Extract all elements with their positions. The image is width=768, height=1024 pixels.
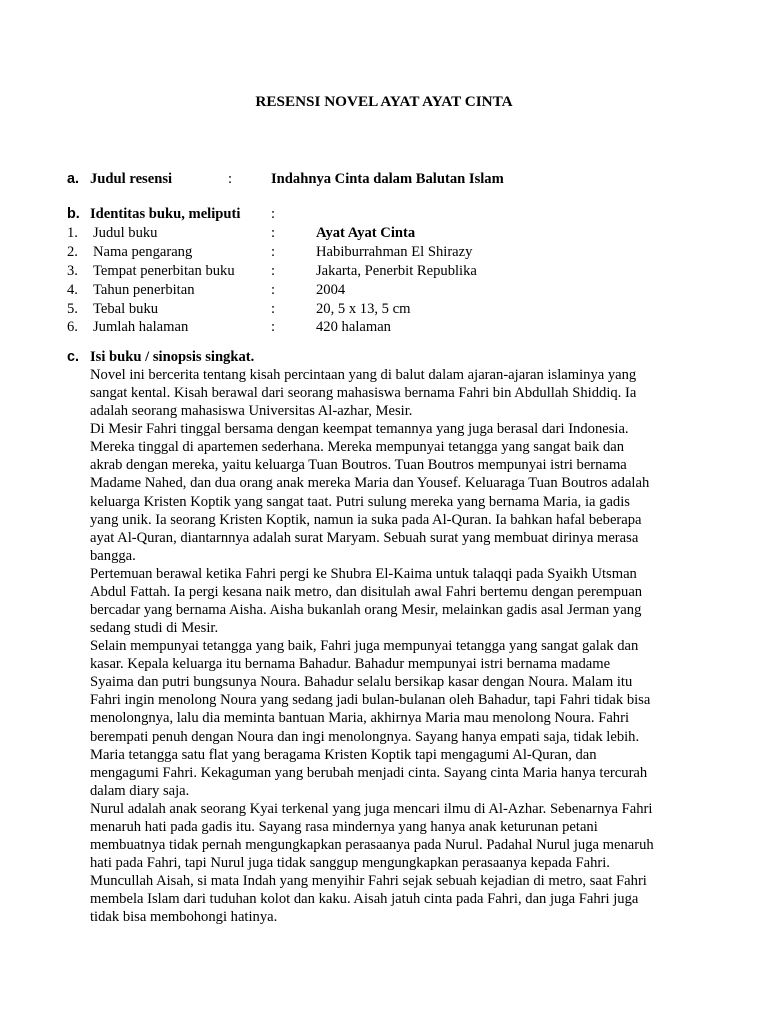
synopsis-line: yang unik. Ia seorang Kristen Koptik, namun ia suka pada Al-Quran. Ia bahkan hafal beberapa: [90, 511, 642, 528]
synopsis-line: Nurul adalah anak seorang Kyai terkenal yang juga mencari ilmu di Al-Azhar. Sebenarnya Fahri: [90, 800, 653, 817]
book-identity-list: [67, 224, 627, 337]
synopsis-line: sedang studi di Mesir.: [90, 620, 219, 637]
synopsis-line: Abdul Fattah. Ia pergi kesana naik metro, dan disitulah awal Fahri bertemu dengan perempuan: [90, 583, 643, 600]
item-value: Jakarta, Penerbit Republika: [316, 262, 477, 279]
item-colon: :: [271, 225, 276, 241]
list-item: [67, 243, 627, 262]
section-b-letter: b.: [67, 206, 80, 222]
synopsis-line: Novel ini bercerita tentang kisah percintaan yang di balut dalam ajaran-ajaran islaminya yang: [90, 367, 637, 383]
synopsis-line: mengagumi Fahri. Kekaguman yang berubah menjadi cinta. Sayang cinta Maria hanya tercurah: [90, 764, 648, 781]
synopsis-line: membela Islam dari tuduhan kolot dan kaku. Aisah jatuh cinta pada Fahri, dan juga Fahri juga: [90, 891, 639, 908]
synopsis-line: Di Mesir Fahri tinggal bersama dengan keempat temannya yang juga berasal dari Indonesia.: [90, 421, 629, 438]
synopsis-line: berempati penuh dengan Noura dan ingi menolongnya. Sayang hanya empati saja, tidak lebih.: [90, 728, 640, 745]
item-colon: :: [271, 262, 276, 279]
synopsis-line: Maria tetangga satu flat yang beragama Kristen Koptik tapi mengagumi Al-Quran, dan: [90, 746, 597, 763]
list-item: [67, 224, 627, 243]
synopsis-line: tidak bisa membohongi hatinya.: [90, 909, 278, 926]
synopsis-line: akrab dengan mereka, yaitu keluarga Tuan Boutros. Tuan Boutros mempunyai istri bernama: [90, 457, 627, 474]
section-a-label: Judul resensi: [90, 171, 173, 187]
synopsis-line: menaruh hati pada gadis itu. Sayang rasa mindernya yang hanya anak keturunan petani: [90, 818, 598, 835]
document-title: RESENSI NOVEL AYAT AYAT CINTA: [255, 93, 513, 110]
synopsis-line: menolongnya, lalu dia meminta bantuan Maria, akhirnya Maria mau menolong Noura. Fahri: [90, 710, 630, 727]
item-label: Tempat penerbitan buku: [93, 262, 235, 279]
item-label: Tahun penerbitan: [93, 281, 195, 298]
section-a-value: Indahnya Cinta dalam Balutan Islam: [271, 171, 504, 187]
item-number: 3.: [67, 262, 78, 279]
list-item: [67, 300, 627, 319]
item-value: 20, 5 x 13, 5 cm: [316, 300, 411, 317]
section-c-letter: c.: [67, 349, 80, 365]
synopsis-text: [90, 366, 690, 926]
synopsis-line: bercadar yang bernama Aisha. Aisha bukanlah orang Mesir, melainkan gadis asal Jerman yang: [90, 602, 642, 619]
synopsis-line: Madame Nahed, dan dua orang anak mereka Maria dan Yousef. Keluaraga Tuan Boutros adalah: [90, 475, 650, 492]
synopsis-line: Syaima dan putri bungsunya Noura. Bahadur selalu bersikap kasar dengan Noura. Malam itu: [90, 674, 633, 691]
list-item: [67, 281, 627, 300]
item-number: 4.: [67, 281, 78, 298]
list-item: [67, 262, 627, 281]
item-label: Tebal buku: [93, 300, 159, 317]
synopsis-line: Muncullah Aisah, si mata Indah yang menyihir Fahri sejak sebuah kejadian di metro, saat Fahri: [90, 873, 647, 890]
synopsis-line: adalah seorang mahasiswa Universitas Al-azhar, Mesir.: [90, 403, 413, 420]
synopsis-line: membuatnya tidak pernah mengungkapkan perasaanya pada Nurul. Padahal Nurul juga menaruh: [90, 837, 654, 854]
item-colon: :: [271, 300, 276, 317]
item-value: Ayat Ayat Cinta: [316, 225, 416, 241]
list-item: [67, 318, 627, 337]
section-a-letter: a.: [67, 171, 80, 187]
synopsis-line: bangga.: [90, 547, 136, 564]
item-colon: :: [271, 281, 276, 298]
synopsis-line: hati pada Fahri, tapi Nurul juga tidak sanggup mengungkapkan perasaanya kepada Fahri.: [90, 855, 610, 872]
synopsis-line: Pertemuan berawal ketika Fahri pergi ke Shubra El-Kaima untuk talaqqi pada Syaikh Utsman: [90, 565, 637, 582]
synopsis-line: sangat kental. Kisah berawal dari seorang mahasiswa bernama Fahri bin Abdullah Shiddiq. Ia: [90, 385, 637, 402]
synopsis-line: Fahri ingin menolong Noura yang sedang jadi bulan-bulanan oleh Bahadur, tapi Fahri tidak bisa: [90, 692, 651, 709]
item-label: Jumlah halaman: [93, 319, 189, 336]
item-number: 1.: [67, 225, 78, 241]
synopsis-line: keluarga Kristen Koptik yang sangat taat. Putri sulung mereka yang bernama Maria, ia gadis: [90, 493, 630, 510]
item-colon: :: [271, 319, 276, 336]
synopsis-line: dalam diary saja.: [90, 782, 190, 799]
item-number: 2.: [67, 243, 78, 260]
section-a-colon: :: [228, 171, 233, 187]
synopsis-line: kasar. Kepala keluarga itu bernama Bahadur. Bahadur mempunyai istri bernama madame: [90, 656, 611, 673]
item-label: Judul buku: [93, 225, 158, 241]
item-number: 6.: [67, 319, 78, 336]
section-c-label: Isi buku / sinopsis singkat.: [90, 349, 255, 365]
item-colon: :: [271, 243, 276, 260]
synopsis-line: Mereka tinggal di apartemen sederhana. Mereka mempunyai tetangga yang sangat baik dan: [90, 439, 625, 456]
synopsis-line: Selain mempunyai tetangga yang baik, Fahri juga mempunyai tetangga yang sangat galak dan: [90, 638, 639, 655]
item-value: 420 halaman: [316, 319, 391, 336]
item-value: Habiburrahman El Shirazy: [316, 243, 473, 260]
synopsis-line: ayat Al-Quran, diantarnnya adalah surat Maryam. Sebuah surat yang membuat dirinya merasa: [90, 529, 639, 546]
section-b-label: Identitas buku, meliputi: [90, 206, 241, 222]
section-b-colon: :: [271, 206, 276, 222]
item-number: 5.: [67, 300, 78, 317]
item-label: Nama pengarang: [93, 243, 193, 260]
item-value: 2004: [316, 281, 346, 298]
